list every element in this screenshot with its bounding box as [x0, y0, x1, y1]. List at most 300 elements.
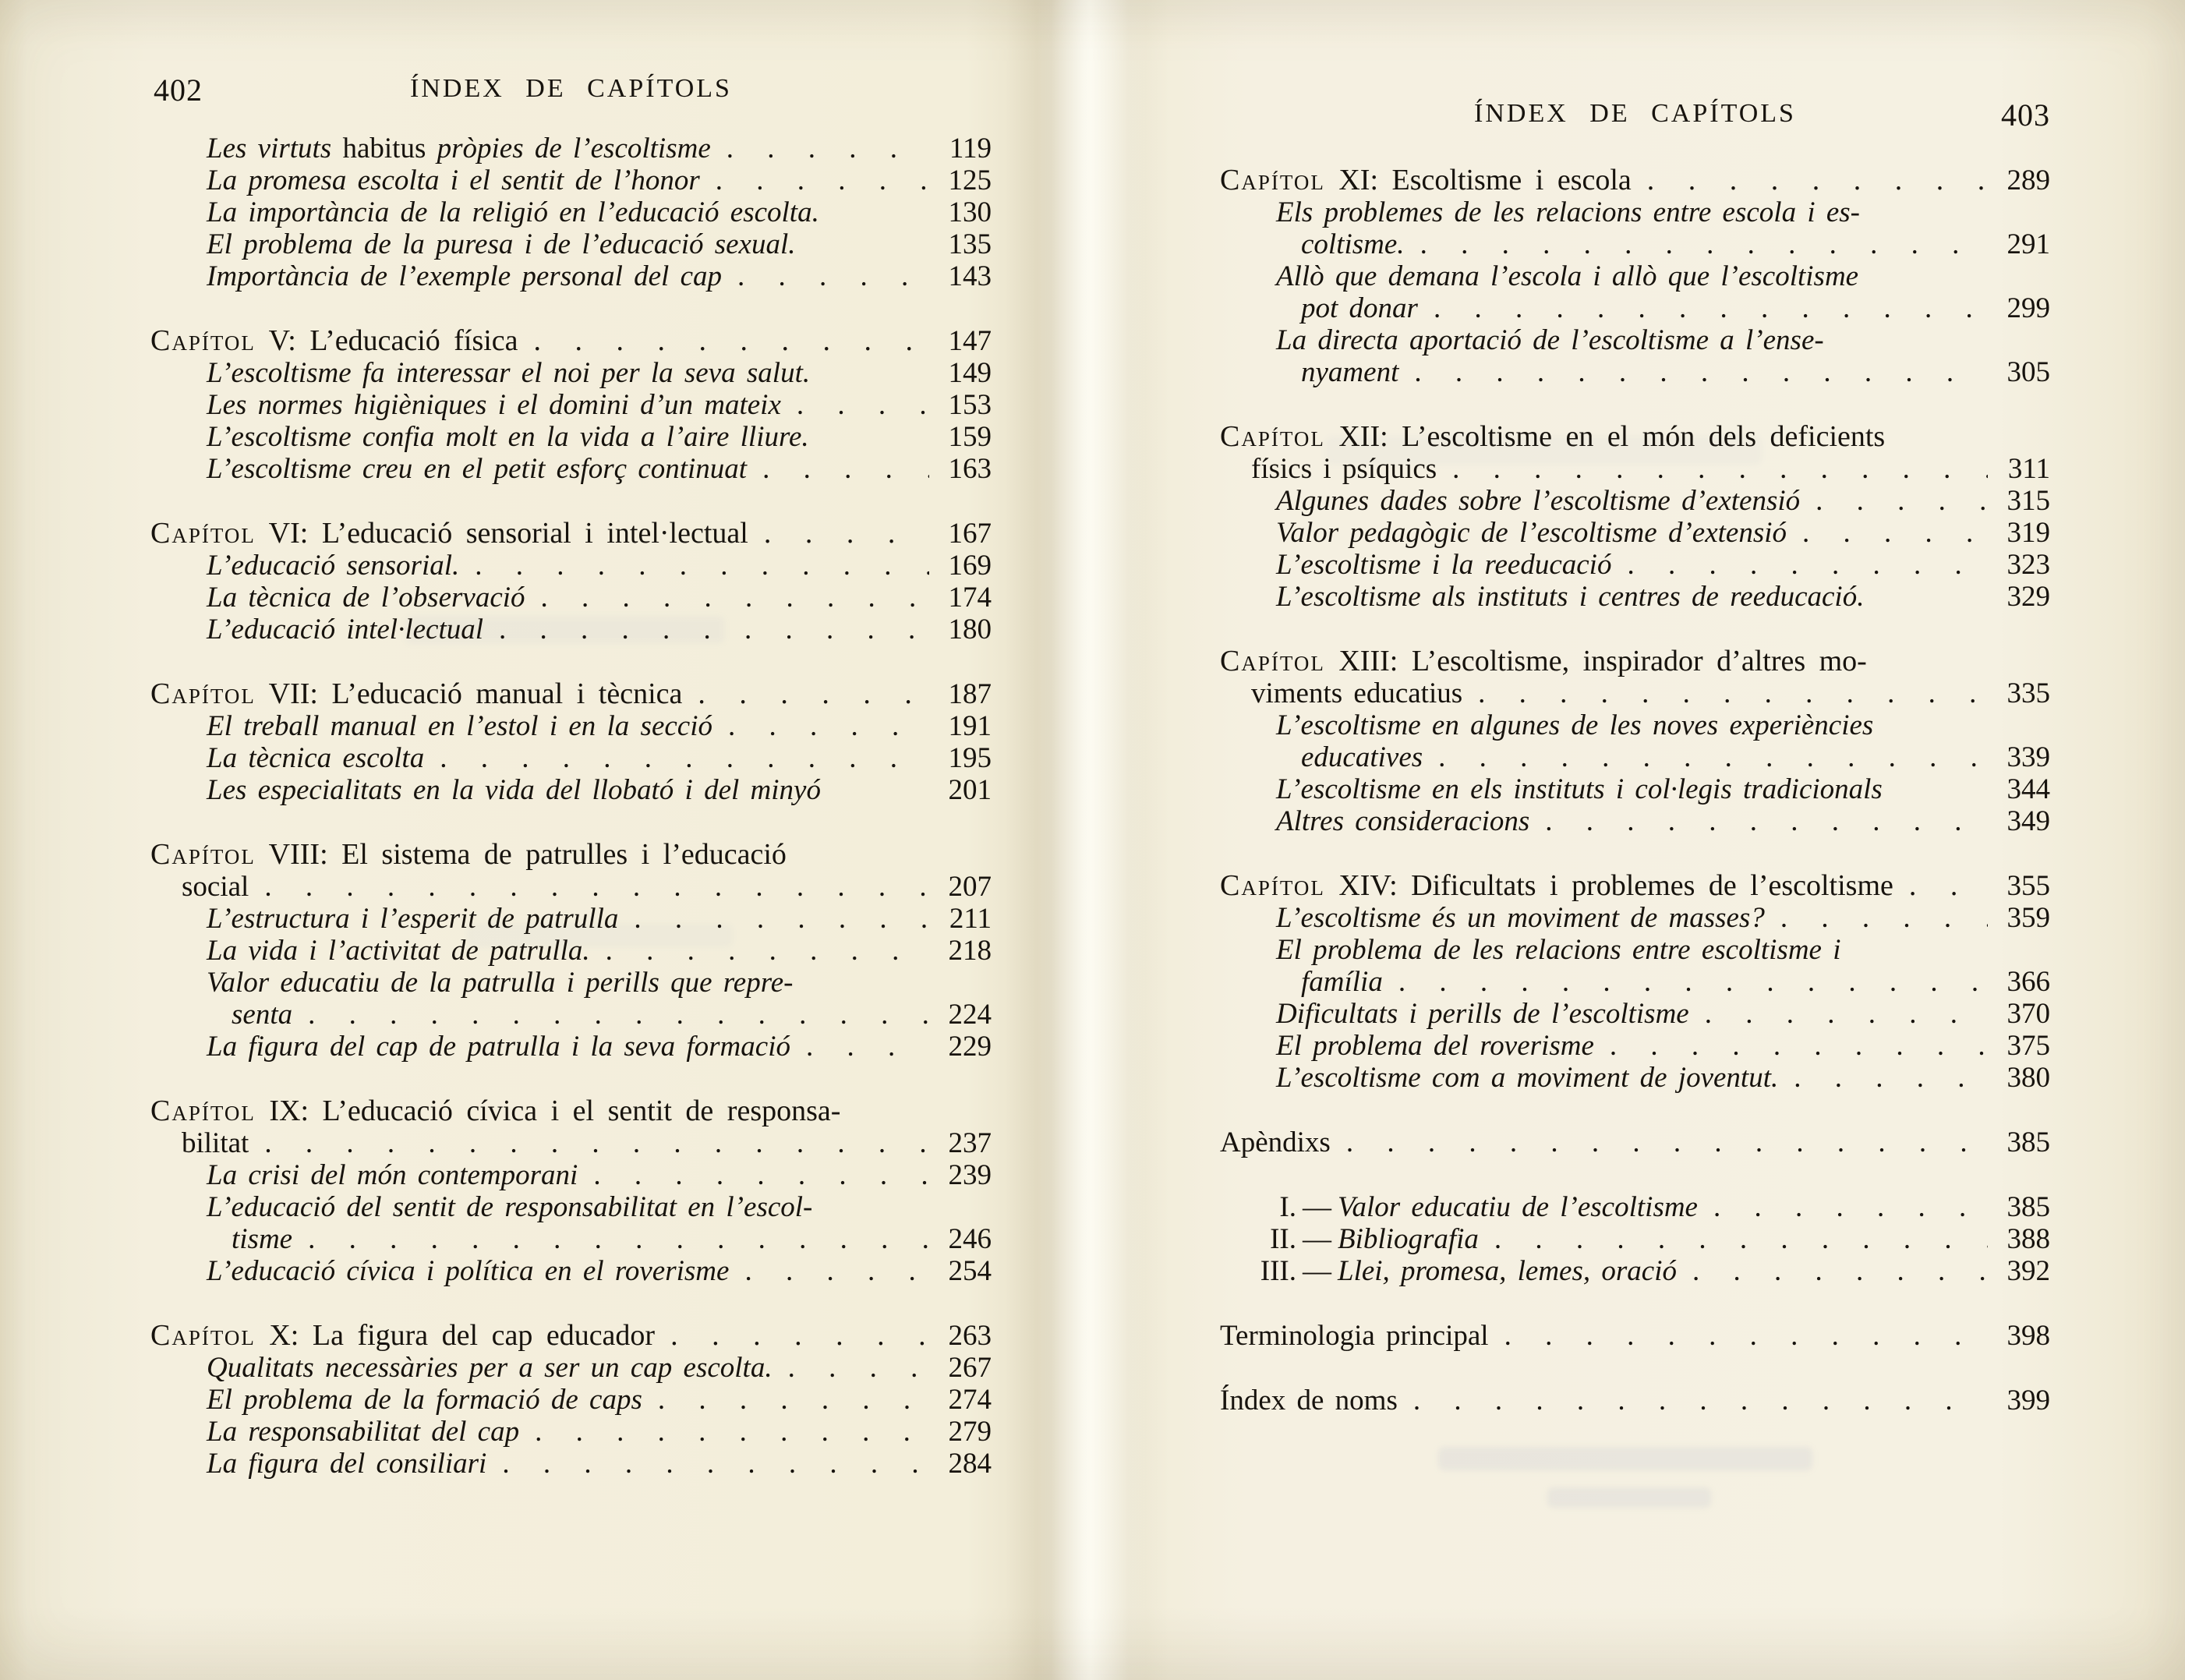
toc-entry-segment: Capítol [1220, 645, 1325, 677]
toc-line [150, 967, 992, 999]
toc-line [150, 614, 992, 645]
toc-page-ref: 195 [948, 742, 992, 774]
toc-line [150, 164, 992, 196]
toc-entry-segment: — [1303, 1191, 1331, 1223]
dot-leader [1893, 870, 1988, 902]
toc-entry-segment: VII: L’educació manual i tècnica [255, 677, 683, 710]
toc-line [150, 1159, 992, 1191]
toc-entry-text [207, 133, 711, 164]
toc-page-ref: 180 [948, 614, 992, 645]
dot-leader [1418, 292, 1988, 324]
toc-line [1220, 1191, 2050, 1223]
toc-page-ref: 163 [948, 453, 992, 485]
toc-line [150, 1384, 992, 1416]
toc-line [1220, 581, 2050, 613]
toc-line [150, 389, 992, 421]
toc-line [150, 871, 992, 903]
toc-page-ref: 385 [2006, 1191, 2050, 1223]
page-number-left: 402 [154, 73, 203, 108]
toc-entry-segment: Les virtuts [207, 133, 343, 164]
dot-leader [1698, 1191, 1988, 1223]
toc-entry-text: pot donar [1301, 292, 1418, 324]
toc-block [1220, 645, 2050, 837]
toc-line [1220, 356, 2050, 388]
toc-entry-text: Allò que demana l’escola i allò que l’escoltisme [1276, 260, 1859, 292]
toc-entry-segment: VI: L’educació sensorial i intel·lectual [255, 517, 748, 550]
toc-entry-text: El problema del roverisme [1276, 1030, 1594, 1062]
toc-block [150, 325, 992, 485]
dot-leader [729, 1255, 929, 1287]
toc-line [150, 1127, 992, 1159]
dot-leader [712, 710, 929, 742]
toc-entry-text [1231, 1191, 1698, 1223]
dot-leader [642, 1384, 929, 1416]
toc-line [150, 935, 992, 967]
toc-page-ref: 319 [2006, 517, 2050, 549]
toc-entry-text: La responsabilitat del cap [207, 1416, 520, 1448]
toc-page-ref: 289 [2006, 164, 2050, 196]
dot-leader [459, 550, 929, 582]
toc-entry-text: bilitat [182, 1127, 249, 1159]
page-gutter-shadow [1006, 0, 1169, 1680]
toc-line [1220, 870, 2050, 902]
dot-leader [1765, 902, 1988, 934]
toc-line [1220, 228, 2050, 260]
toc-entry-segment: Capítol [150, 838, 256, 871]
toc-page-ref: 380 [2006, 1062, 2050, 1094]
toc-entry-segment: XII: L’escoltisme en el món dels deficients [1324, 420, 1886, 453]
toc-entry-text [1220, 870, 1893, 902]
ink-bleed-ghost [1547, 1487, 1711, 1508]
toc-line [1220, 292, 2050, 324]
toc-entry-text: Qualitats necessàries per a ser un cap escolta. [207, 1352, 773, 1384]
toc-block [150, 839, 992, 1063]
toc-block [1220, 1191, 2050, 1287]
toc-entry-text: Dificultats i perills de l’escoltisme [1276, 998, 1689, 1030]
toc-entry-segment: III. [1260, 1255, 1296, 1287]
toc-page-ref: 329 [2006, 581, 2050, 613]
toc-entry-text: L’educació cívica i política en el roverisme [207, 1255, 730, 1287]
toc-entry-text [150, 678, 682, 710]
toc-line [150, 1416, 992, 1448]
toc-entry-text: L’educació del sentit de responsabilitat en l’escol- [207, 1191, 813, 1223]
toc-block [150, 1320, 992, 1480]
toc-line [150, 710, 992, 742]
toc-entry-text [1231, 1255, 1677, 1287]
dot-leader [1383, 966, 1988, 998]
toc-page-ref: 239 [948, 1159, 992, 1191]
toc-block [1220, 1320, 2050, 1352]
toc-page-ref: 366 [2006, 966, 2050, 998]
dot-leader [518, 325, 929, 357]
toc-entry-text: L’escoltisme és un moviment de masses? [1276, 902, 1765, 934]
toc-entry-text: L’escoltisme als instituts i centres de reeducació. [1276, 581, 1865, 613]
toc-entry-text: tisme [232, 1223, 293, 1255]
toc-entry-text: família [1301, 966, 1383, 998]
toc-line [150, 999, 992, 1031]
dot-leader [1689, 998, 1988, 1030]
dot-leader [1462, 677, 1988, 709]
toc-page-ref: 125 [948, 164, 992, 196]
dot-leader [1594, 1030, 1988, 1062]
toc-entry-text: Les normes higièniques i el domini d’un mateix [207, 389, 781, 421]
toc-line [1220, 1320, 2050, 1352]
dot-leader [1423, 741, 1988, 773]
dot-leader [1611, 549, 1988, 581]
dot-leader [292, 1223, 929, 1255]
toc-block [150, 1095, 992, 1287]
toc-page-ref: 130 [948, 196, 992, 228]
toc-line [1220, 324, 2050, 356]
toc-line [150, 196, 992, 228]
toc-page-ref: 229 [948, 1031, 992, 1063]
toc-line [150, 1095, 992, 1127]
toc-entry-segment: — [1303, 1255, 1331, 1287]
toc-line [1220, 902, 2050, 934]
toc-entry-text: L’escoltisme fa interessar el noi per la seva salut. [207, 357, 811, 389]
toc-entry-text: Algunes dades sobre l’escoltisme d’extensió [1276, 485, 1801, 517]
toc-entry-segment: IX: L’educació cívica i el sentit de responsa- [255, 1095, 841, 1127]
toc-entry-segment: XI: Escoltisme i escola [1324, 164, 1632, 196]
toc-entry-text: Altres consideracions [1276, 805, 1530, 837]
toc-entry-segment: Capítol [150, 324, 256, 357]
toc-entry-text [150, 839, 787, 871]
toc-page-ref: 370 [2006, 998, 2050, 1030]
dot-leader [249, 1127, 929, 1159]
toc-entry-segment: Capítol [1220, 869, 1325, 902]
toc-entry-segment: pròpies de l’escoltisme [437, 133, 711, 164]
toc-page-ref: 147 [948, 325, 992, 357]
toc-entry-segment: Llei, promesa, lemes, oració [1338, 1255, 1677, 1287]
toc-page-ref: 311 [2007, 453, 2050, 485]
toc-line [150, 228, 992, 260]
toc-block [1220, 421, 2050, 613]
toc-entry-text: L’escoltisme com a moviment de joventut. [1276, 1062, 1779, 1094]
toc-page-ref: 174 [948, 582, 992, 614]
dot-leader [1437, 453, 1988, 485]
toc-entry-segment: Capítol [150, 1319, 256, 1352]
toc-line [1220, 1062, 2050, 1094]
toc-entry-segment: Capítol [150, 517, 256, 550]
dot-leader [1778, 1062, 1988, 1094]
toc-page-ref: 218 [948, 935, 992, 967]
toc-column-right [1220, 164, 2050, 1417]
toc-entry-segment: XIII: L’escoltisme, inspirador d’altres mo- [1324, 645, 1867, 677]
toc-page-ref: 201 [948, 774, 992, 806]
toc-entry-text: senta [232, 999, 293, 1031]
dot-leader [1632, 164, 1988, 196]
toc-entry-text [150, 518, 748, 550]
toc-line [150, 742, 992, 774]
dot-leader [486, 1448, 929, 1480]
toc-page-ref: 305 [2006, 356, 2050, 388]
toc-page-ref: 392 [2006, 1255, 2050, 1287]
toc-page-ref: 284 [948, 1448, 992, 1480]
toc-entry-text: Els problemes de les relacions entre escola i es- [1276, 196, 1860, 228]
toc-entry-text: La crisi del món contemporani [207, 1159, 578, 1191]
toc-page-ref: 349 [2006, 805, 2050, 837]
toc-entry-text: social [182, 871, 249, 903]
dot-leader [618, 903, 929, 935]
toc-entry-text: Valor pedagògic de l’escoltisme d’extensió [1276, 517, 1787, 549]
toc-page-ref: 359 [2006, 902, 2050, 934]
dot-leader [790, 1031, 929, 1063]
dot-leader [682, 678, 929, 710]
dot-leader [700, 164, 929, 196]
toc-line [150, 1031, 992, 1063]
toc-line [1220, 677, 2050, 709]
dot-leader [1787, 517, 1988, 549]
toc-page-ref: 187 [948, 678, 992, 710]
toc-line [1220, 260, 2050, 292]
dot-leader [525, 582, 929, 614]
toc-entry-text: La vida i l’activitat de patrulla. [207, 935, 590, 967]
toc-entry-segment: II. [1270, 1223, 1296, 1255]
toc-entry-text: Índex de noms [1220, 1385, 1398, 1417]
toc-line [150, 1352, 992, 1384]
toc-line [150, 1255, 992, 1287]
toc-line [1220, 196, 2050, 228]
dot-leader [747, 453, 929, 485]
toc-entry-text: viments educatius [1251, 677, 1463, 709]
toc-page-ref: 153 [948, 389, 992, 421]
dot-leader [1489, 1320, 1988, 1352]
toc-entry-text: L’escoltisme en els instituts i col·legis tradicionals [1276, 773, 1883, 805]
toc-line [1220, 773, 2050, 805]
toc-entry-text: L’educació sensorial. [207, 550, 460, 582]
toc-line [1220, 517, 2050, 549]
toc-entry-text: La figura del cap de patrulla i la seva formació [207, 1031, 790, 1063]
toc-entry-text [1220, 164, 1632, 196]
dot-leader [655, 1320, 929, 1352]
toc-block [1220, 1126, 2050, 1158]
toc-page-ref: 246 [948, 1223, 992, 1255]
toc-page-ref: 169 [948, 550, 992, 582]
toc-entry-text: educatives [1301, 741, 1423, 773]
toc-page-ref: 279 [948, 1416, 992, 1448]
toc-line [1220, 934, 2050, 966]
dot-leader [1398, 356, 1988, 388]
toc-entry-text: L’escoltisme creu en el petit esforç continuat [207, 453, 748, 485]
toc-entry-text: Valor educatiu de la patrulla i perills que repre- [207, 967, 794, 999]
toc-line [1220, 1223, 2050, 1255]
toc-page-ref: 191 [948, 710, 992, 742]
toc-line [1220, 998, 2050, 1030]
dot-leader [1398, 1385, 1988, 1417]
toc-block [150, 518, 992, 645]
toc-line [150, 325, 992, 357]
toc-line [150, 1320, 992, 1352]
toc-entry-text [1231, 1223, 1479, 1255]
dot-leader [1677, 1255, 1988, 1287]
toc-entry-text: Terminologia principal [1220, 1320, 1489, 1352]
toc-line [1220, 966, 2050, 998]
toc-entry-text: L’escoltisme i la reeducació [1276, 549, 1612, 581]
page-header-right [1220, 97, 2050, 136]
running-title-right: ÍNDEX DE CAPÍTOLS [1474, 99, 1796, 128]
toc-page-ref: 119 [949, 133, 992, 164]
toc-entry-text [150, 1095, 840, 1127]
dot-leader [1529, 805, 1988, 837]
toc-page-ref: 291 [2006, 228, 2050, 260]
toc-line [1220, 549, 2050, 581]
dot-leader [781, 389, 929, 421]
toc-page-ref: 135 [948, 228, 992, 260]
toc-page-ref: 339 [2006, 741, 2050, 773]
toc-page-ref: 143 [948, 260, 992, 292]
toc-page-ref: 299 [2006, 292, 2050, 324]
toc-page-ref: 399 [2006, 1385, 2050, 1417]
toc-line [150, 1223, 992, 1255]
toc-entry-text: Les especialitats en la vida del llobató i del minyó [207, 774, 821, 806]
toc-column-left [150, 133, 992, 1480]
dot-leader [519, 1416, 929, 1448]
toc-entry-text: coltisme. [1301, 228, 1405, 260]
toc-line [150, 774, 992, 806]
toc-line [1220, 1385, 2050, 1417]
toc-line [1220, 485, 2050, 517]
dot-leader [424, 742, 929, 774]
ink-bleed-ghost [1438, 1447, 1812, 1470]
toc-line [1220, 421, 2050, 453]
toc-block [1220, 870, 2050, 1094]
toc-line [150, 260, 992, 292]
toc-line [150, 1191, 992, 1223]
toc-page-ref: 335 [2006, 677, 2050, 709]
toc-entry-text [1220, 645, 1867, 677]
dot-leader [748, 518, 929, 550]
toc-entry-segment: I. [1279, 1191, 1296, 1223]
toc-page-ref: 167 [948, 518, 992, 550]
toc-entry-segment: Capítol [150, 1095, 256, 1127]
dot-leader [249, 871, 929, 903]
toc-entry-text: Apèndixs [1220, 1126, 1331, 1158]
toc-entry-segment: Capítol [150, 677, 256, 710]
toc-entry-text: El problema de les relacions entre escoltisme i [1276, 934, 1841, 966]
toc-entry-text: L’estructura i l’esperit de patrulla [207, 903, 619, 935]
dot-leader [773, 1352, 929, 1384]
toc-block [150, 678, 992, 806]
toc-line [1220, 453, 2050, 485]
toc-line [150, 582, 992, 614]
toc-line [150, 453, 992, 485]
toc-page-ref: 267 [948, 1352, 992, 1384]
toc-block [1220, 164, 2050, 388]
toc-page-ref: 211 [949, 903, 992, 935]
toc-line [1220, 1126, 2050, 1158]
toc-entry-text: El problema de la puresa i de l’educació sexual. [207, 228, 796, 260]
toc-entry-segment: V: L’educació física [255, 324, 518, 357]
toc-entry-segment: Bibliografia [1338, 1223, 1479, 1255]
toc-entry-segment: Capítol [1220, 420, 1325, 453]
toc-page-ref: 237 [948, 1127, 992, 1159]
toc-page-ref: 323 [2006, 549, 2050, 581]
dot-leader [590, 935, 929, 967]
toc-page-ref: 207 [948, 871, 992, 903]
dot-leader [711, 133, 929, 164]
toc-entry-text [1220, 421, 1885, 453]
page-number-right: 403 [2001, 97, 2050, 133]
toc-entry-text [150, 1320, 655, 1352]
toc-entry-text: físics i psíquics [1251, 453, 1437, 485]
toc-line [1220, 805, 2050, 837]
toc-line [1220, 1030, 2050, 1062]
dot-leader [578, 1159, 929, 1191]
toc-entry-segment: Valor educatiu de l’escoltisme [1338, 1191, 1698, 1223]
toc-line [1220, 741, 2050, 773]
toc-line [150, 357, 992, 389]
toc-entry-text: La figura del consiliari [207, 1448, 487, 1480]
toc-entry-text: La directa aportació de l’escoltisme a l’ense- [1276, 324, 1824, 356]
toc-page-ref: 254 [948, 1255, 992, 1287]
dot-leader [1479, 1223, 1988, 1255]
toc-line [150, 1448, 992, 1480]
dot-leader [483, 614, 929, 645]
toc-page-ref: 375 [2006, 1030, 2050, 1062]
toc-line [150, 550, 992, 582]
toc-entry-text: El problema de la formació de caps [207, 1384, 642, 1416]
toc-entry-segment: — [1303, 1223, 1331, 1255]
toc-line [1220, 164, 2050, 196]
toc-entry-segment: XIV: Dificultats i problemes de l’escoltisme [1324, 869, 1893, 902]
toc-entry-text: Importància de l’exemple personal del cap [207, 260, 723, 292]
toc-line [150, 518, 992, 550]
toc-entry-segment: Capítol [1220, 164, 1325, 196]
toc-entry-segment: VIII: El sistema de patrulles i l’educació [255, 838, 787, 871]
toc-entry-text: nyament [1301, 356, 1399, 388]
toc-page-ref: 224 [948, 999, 992, 1031]
toc-page-ref: 398 [2006, 1320, 2050, 1352]
toc-block [150, 133, 992, 292]
toc-entry-text: L’escoltisme en algunes de les noves experiències [1276, 709, 1874, 741]
toc-entry-text: L’educació intel·lectual [207, 614, 484, 645]
toc-line [1220, 645, 2050, 677]
toc-entry-text: La tècnica de l’observació [207, 582, 525, 614]
toc-entry-segment: habitus [342, 133, 437, 164]
page-header-left [150, 72, 992, 111]
dot-leader [1800, 485, 1988, 517]
toc-page-ref: 315 [2006, 485, 2050, 517]
toc-entry-text: El treball manual en l’estol i en la secció [207, 710, 713, 742]
toc-page-ref: 344 [2006, 773, 2050, 805]
toc-entry-text: La tècnica escolta [207, 742, 425, 774]
dot-leader [722, 260, 929, 292]
toc-page-ref: 263 [948, 1320, 992, 1352]
toc-line [1220, 1255, 2050, 1287]
toc-page-ref: 159 [948, 421, 992, 453]
toc-page-ref: 385 [2006, 1126, 2050, 1158]
toc-line [150, 421, 992, 453]
toc-block [1220, 1385, 2050, 1417]
toc-entry-text: L’escoltisme confia molt en la vida a l’aire lliure. [207, 421, 809, 453]
toc-line [150, 133, 992, 164]
dot-leader [292, 999, 929, 1031]
dot-leader [1331, 1126, 1988, 1158]
toc-line [150, 839, 992, 871]
toc-entry-text: La importància de la religió en l’educació escolta. [207, 196, 819, 228]
toc-line [150, 678, 992, 710]
toc-page-ref: 355 [2006, 870, 2050, 902]
toc-entry-text: La promesa escolta i el sentit de l’honor [207, 164, 700, 196]
toc-entry-segment: X: La figura del cap educador [255, 1319, 656, 1352]
toc-line [150, 903, 992, 935]
toc-page-ref: 149 [948, 357, 992, 389]
dot-leader [1405, 228, 1988, 260]
toc-line [1220, 709, 2050, 741]
running-title-left: ÍNDEX DE CAPÍTOLS [410, 74, 732, 103]
toc-page-ref: 274 [948, 1384, 992, 1416]
toc-entry-text [150, 325, 518, 357]
